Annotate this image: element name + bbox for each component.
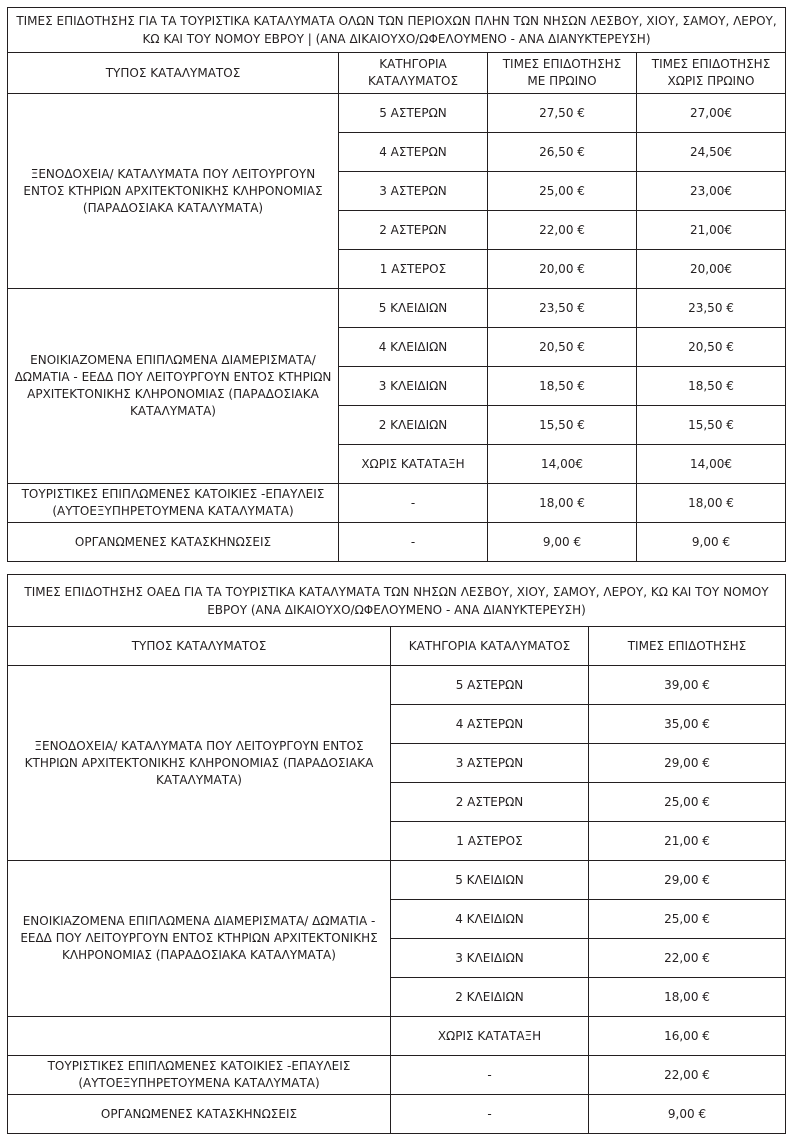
table-row [8, 523, 786, 562]
price-with-breakfast: 20,00 € [488, 250, 637, 289]
category-cell: ΧΩΡΙΣ ΚΑΤΑΤΑΞΗ [339, 445, 488, 484]
category-cell: ΧΩΡΙΣ ΚΑΤΑΤΑΞΗ [391, 1017, 589, 1056]
accommodation-type: ΞΕΝΟΔΟΧΕΙΑ/ ΚΑΤΑΛΥΜΑΤΑ ΠΟΥ ΛΕΙΤΟΥΡΓΟΥΝ ΕΝΤΟΣ ΚΤΗΡΙΩΝ ΑΡΧΙΤΕΚΤΟΝΙΚΗΣ ΚΛΗΡΟΝΟΜΙΑΣ (ΠΑΡΑΔΟΣΙΑΚΑ ΚΑΤΑΛΥΜΑΤΑ) [8, 666, 391, 861]
price-cell: 39,00 € [589, 666, 786, 705]
price-cell: 29,00 € [589, 861, 786, 900]
price-with-breakfast: 18,00 € [488, 484, 637, 523]
column-header: ΚΑΤΗΓΟΡΙΑ ΚΑΤΑΛΥΜΑΤΟΣ [339, 53, 488, 94]
price-cell: 25,00 € [589, 783, 786, 822]
price-without-breakfast: 24,50€ [637, 133, 786, 172]
column-header: ΤΙΜΕΣ ΕΠΙΔΟΤΗΣΗΣ ΧΩΡΙΣ ΠΡΩΙΝΟ [637, 53, 786, 94]
column-header: ΤΥΠΟΣ ΚΑΤΑΛΥΜΑΤΟΣ [8, 53, 339, 94]
price-with-breakfast: 20,50 € [488, 328, 637, 367]
price-without-breakfast: 18,00 € [637, 484, 786, 523]
price-cell: 16,00 € [589, 1017, 786, 1056]
category-cell: 1 ΑΣΤΕΡΟΣ [339, 250, 488, 289]
category-cell: 5 ΚΛΕΙΔΙΩΝ [339, 289, 488, 328]
price-cell: 25,00 € [589, 900, 786, 939]
accommodation-type: ΕΝΟΙΚΙΑΖΟΜΕΝΑ ΕΠΙΠΛΩΜΕΝΑ ΔΙΑΜΕΡΙΣΜΑΤΑ/ ΔΩΜΑΤΙΑ - ΕΕΔΔ ΠΟΥ ΛΕΙΤΟΥΡΓΟΥΝ ΕΝΤΟΣ ΚΤΗΡΙΩΝ ΑΡΧΙΤΕΚΤΟΝΙΚΗΣ ΚΛΗΡΟΝΟΜΙΑΣ (ΠΑΡΑΔΟΣΙΑΚΑ ΚΑΤΑΛΥΜΑΤΑ) [8, 861, 391, 1017]
price-cell: 18,00 € [589, 978, 786, 1017]
table-row [8, 1056, 786, 1095]
category-cell: 3 ΚΛΕΙΔΙΩΝ [339, 367, 488, 406]
category-cell: 2 ΑΣΤΕΡΩΝ [391, 783, 589, 822]
price-with-breakfast: 25,00 € [488, 172, 637, 211]
price-with-breakfast: 22,00 € [488, 211, 637, 250]
category-cell: 2 ΚΛΕΙΔΙΩΝ [339, 406, 488, 445]
accommodation-type: ΟΡΓΑΝΩΜΕΝΕΣ ΚΑΤΑΣΚΗΝΩΣΕΙΣ [8, 1095, 391, 1134]
price-with-breakfast: 14,00€ [488, 445, 637, 484]
price-without-breakfast: 21,00€ [637, 211, 786, 250]
price-without-breakfast: 27,00€ [637, 94, 786, 133]
table-title: ΤΙΜΕΣ ΕΠΙΔΟΤΗΣΗΣ ΓΙΑ ΤΑ ΤΟΥΡΙΣΤΙΚΑ ΚΑΤΑΛΥΜΑΤΑ ΟΛΩΝ ΤΩΝ ΠΕΡΙΟΧΩΝ ΠΛΗΝ ΤΩΝ ΝΗΣΩΝ ΛΕΣΒΟΥ, ΧΙΟΥ, ΣΑΜΟΥ, ΛΕΡΟΥ, ΚΩ ΚΑΙ ΤΟΥ ΝΟΜΟΥ ΕΒΡΟΥ | (ΑΝΑ ΔΙΚΑΙΟΥΧΟ/ΩΦΕΛΟΥΜΕΝΟ - ΑΝΑ ΔΙΑΝΥΚΤΕΡΕΥΣΗ) [8, 8, 786, 53]
accommodation-type: ΟΡΓΑΝΩΜΕΝΕΣ ΚΑΤΑΣΚΗΝΩΣΕΙΣ [8, 523, 339, 562]
price-without-breakfast: 23,50 € [637, 289, 786, 328]
price-cell: 21,00 € [589, 822, 786, 861]
category-cell: - [391, 1056, 589, 1095]
price-cell: 29,00 € [589, 744, 786, 783]
price-without-breakfast: 9,00 € [637, 523, 786, 562]
price-with-breakfast: 18,50 € [488, 367, 637, 406]
accommodation-type [8, 1017, 391, 1056]
column-header: ΤΙΜΕΣ ΕΠΙΔΟΤΗΣΗΣ ΜΕ ΠΡΩΙΝΟ [488, 53, 637, 94]
category-cell: 4 ΑΣΤΕΡΩΝ [339, 133, 488, 172]
subsidy-table-islands [7, 574, 786, 1134]
table-row [8, 1095, 786, 1134]
price-without-breakfast: 20,50 € [637, 328, 786, 367]
category-cell: - [391, 1095, 589, 1134]
accommodation-type: ΤΟΥΡΙΣΤΙΚΕΣ ΕΠΙΠΛΩΜΕΝΕΣ ΚΑΤΟΙΚΙΕΣ -ΕΠΑΥΛΕΙΣ (ΑΥΤΟΕΞΥΠΗΡΕΤΟΥΜΕΝΑ ΚΑΤΑΛΥΜΑΤΑ) [8, 484, 339, 523]
column-header: ΤΙΜΕΣ ΕΠΙΔΟΤΗΣΗΣ [589, 627, 786, 666]
price-with-breakfast: 9,00 € [488, 523, 637, 562]
category-cell: 5 ΑΣΤΕΡΩΝ [339, 94, 488, 133]
accommodation-type: ΕΝΟΙΚΙΑΖΟΜΕΝΑ ΕΠΙΠΛΩΜΕΝΑ ΔΙΑΜΕΡΙΣΜΑΤΑ/ ΔΩΜΑΤΙΑ - ΕΕΔΔ ΠΟΥ ΛΕΙΤΟΥΡΓΟΥΝ ΕΝΤΟΣ ΚΤΗΡΙΩΝ ΑΡΧΙΤΕΚΤΟΝΙΚΗΣ ΚΛΗΡΟΝΟΜΙΑΣ (ΠΑΡΑΔΟΣΙΑΚΑ ΚΑΤΑΛΥΜΑΤΑ) [8, 289, 339, 484]
price-with-breakfast: 23,50 € [488, 289, 637, 328]
price-without-breakfast: 20,00€ [637, 250, 786, 289]
price-with-breakfast: 15,50 € [488, 406, 637, 445]
category-cell: 3 ΑΣΤΕΡΩΝ [339, 172, 488, 211]
subsidy-table-mainland [7, 7, 786, 562]
price-with-breakfast: 27,50 € [488, 94, 637, 133]
accommodation-type: ΞΕΝΟΔΟΧΕΙΑ/ ΚΑΤΑΛΥΜΑΤΑ ΠΟΥ ΛΕΙΤΟΥΡΓΟΥΝ ΕΝΤΟΣ ΚΤΗΡΙΩΝ ΑΡΧΙΤΕΚΤΟΝΙΚΗΣ ΚΛΗΡΟΝΟΜΙΑΣ (ΠΑΡΑΔΟΣΙΑΚΑ ΚΑΤΑΛΥΜΑΤΑ) [8, 94, 339, 289]
price-cell: 22,00 € [589, 939, 786, 978]
category-cell: 2 ΚΛΕΙΔΙΩΝ [391, 978, 589, 1017]
table-title: ΤΙΜΕΣ ΕΠΙΔΟΤΗΣΗΣ ΟΑΕΔ ΓΙΑ ΤΑ ΤΟΥΡΙΣΤΙΚΑ ΚΑΤΑΛΥΜΑΤΑ ΤΩΝ ΝΗΣΩΝ ΛΕΣΒΟΥ, ΧΙΟΥ, ΣΑΜΟΥ, ΛΕΡΟΥ, ΚΩ ΚΑΙ ΤΟΥ ΝΟΜΟΥ ΕΒΡΟΥ (ΑΝΑ ΔΙΚΑΙΟΥΧΟ/ΩΦΕΛΟΥΜΕΝΟ - ΑΝΑ ΔΙΑΝΥΚΤΕΡΕΥΣΗ) [8, 575, 786, 627]
column-header: ΤΥΠΟΣ ΚΑΤΑΛΥΜΑΤΟΣ [8, 627, 391, 666]
category-cell: - [339, 523, 488, 562]
table-row [8, 94, 786, 133]
category-cell: 1 ΑΣΤΕΡΟΣ [391, 822, 589, 861]
price-without-breakfast: 23,00€ [637, 172, 786, 211]
price-with-breakfast: 26,50 € [488, 133, 637, 172]
table-row [8, 1017, 786, 1056]
table-row [8, 861, 786, 900]
category-cell: 5 ΚΛΕΙΔΙΩΝ [391, 861, 589, 900]
category-cell: 3 ΑΣΤΕΡΩΝ [391, 744, 589, 783]
category-cell: 2 ΑΣΤΕΡΩΝ [339, 211, 488, 250]
table-row [8, 484, 786, 523]
table-row [8, 666, 786, 705]
price-cell: 22,00 € [589, 1056, 786, 1095]
category-cell: - [339, 484, 488, 523]
category-cell: 3 ΚΛΕΙΔΙΩΝ [391, 939, 589, 978]
category-cell: 4 ΚΛΕΙΔΙΩΝ [339, 328, 488, 367]
column-header: ΚΑΤΗΓΟΡΙΑ ΚΑΤΑΛΥΜΑΤΟΣ [391, 627, 589, 666]
category-cell: 5 ΑΣΤΕΡΩΝ [391, 666, 589, 705]
price-without-breakfast: 15,50 € [637, 406, 786, 445]
price-cell: 9,00 € [589, 1095, 786, 1134]
price-cell: 35,00 € [589, 705, 786, 744]
price-without-breakfast: 14,00€ [637, 445, 786, 484]
category-cell: 4 ΑΣΤΕΡΩΝ [391, 705, 589, 744]
category-cell: 4 ΚΛΕΙΔΙΩΝ [391, 900, 589, 939]
accommodation-type: ΤΟΥΡΙΣΤΙΚΕΣ ΕΠΙΠΛΩΜΕΝΕΣ ΚΑΤΟΙΚΙΕΣ -ΕΠΑΥΛΕΙΣ (ΑΥΤΟΕΞΥΠΗΡΕΤΟΥΜΕΝΑ ΚΑΤΑΛΥΜΑΤΑ) [8, 1056, 391, 1095]
price-without-breakfast: 18,50 € [637, 367, 786, 406]
table-row [8, 289, 786, 328]
